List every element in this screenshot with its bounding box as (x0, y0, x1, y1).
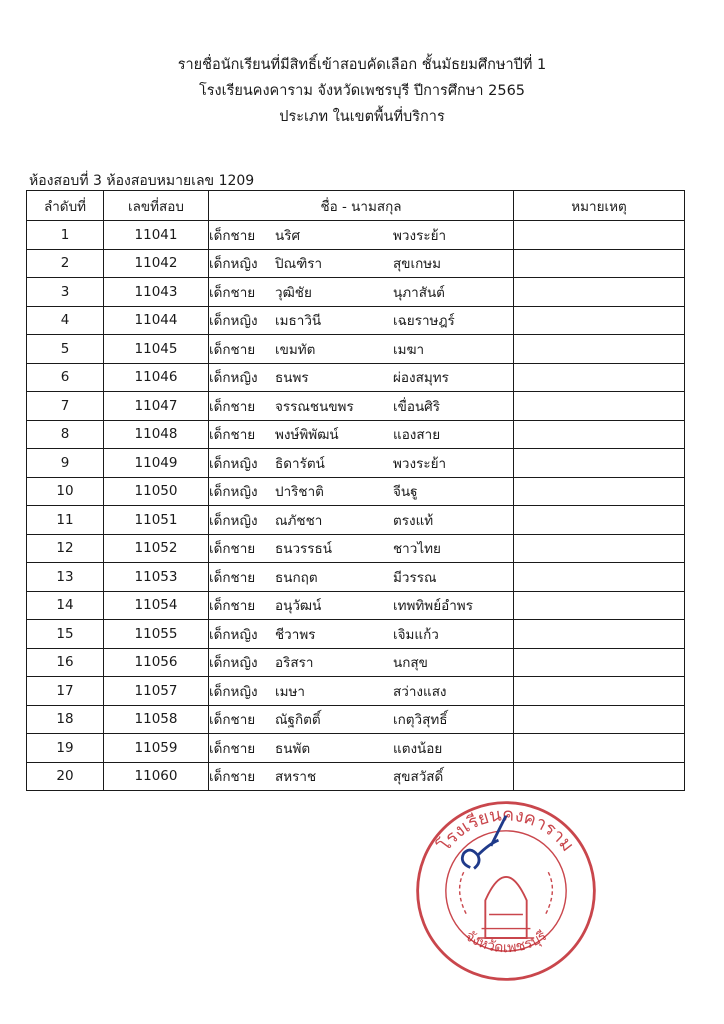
first-name: ปิณฑิรา (275, 256, 323, 273)
first-name: ธนพัต (275, 740, 311, 757)
last-name: สว่างแสง (393, 683, 447, 700)
name-prefix: เด็กชาย (209, 541, 256, 558)
remarks-cell (514, 563, 685, 592)
table-row (27, 734, 685, 763)
remarks-cell (514, 677, 685, 706)
name-prefix: เด็กหญิง (209, 655, 258, 672)
exam-id-cell: 11041 (104, 221, 209, 250)
name-prefix: เด็กชาย (209, 341, 256, 358)
first-name: ปาริชาติ (275, 484, 324, 501)
table-row (27, 249, 685, 278)
last-name: นุภาสันต์ (393, 284, 445, 301)
name-cell (209, 392, 514, 421)
first-name: ธิดารัตน์ (275, 455, 325, 472)
table-row (27, 477, 685, 506)
name-prefix: เด็กหญิง (209, 683, 258, 700)
order-cell: 9 (27, 449, 104, 478)
name-cell (209, 620, 514, 649)
name-prefix: เด็กชาย (209, 569, 256, 586)
last-name: เฉยราษฎร์ (393, 313, 455, 330)
name-cell (209, 306, 514, 335)
name-prefix: เด็กชาย (209, 740, 256, 757)
name-cell (209, 705, 514, 734)
table-header-row (27, 191, 685, 221)
first-name: วุฒิชัย (275, 284, 312, 301)
name-cell (209, 591, 514, 620)
name-cell (209, 335, 514, 364)
exam-id-cell: 11057 (104, 677, 209, 706)
first-name: เมธาวินี (275, 313, 322, 330)
remarks-cell (514, 221, 685, 250)
name-cell (209, 363, 514, 392)
name-cell (209, 249, 514, 278)
exam-id-cell: 11052 (104, 534, 209, 563)
table-row (27, 392, 685, 421)
table-row (27, 449, 685, 478)
remarks-cell (514, 477, 685, 506)
first-name: อริสรา (275, 655, 314, 672)
name-cell (209, 477, 514, 506)
name-prefix: เด็กหญิง (209, 512, 258, 529)
last-name: พวงระย้า (393, 455, 447, 472)
order-cell: 4 (27, 306, 104, 335)
order-cell: 8 (27, 420, 104, 449)
name-prefix: เด็กหญิง (209, 455, 258, 472)
name-prefix: เด็กชาย (209, 284, 256, 301)
first-name: ธนกฤต (275, 569, 318, 586)
name-cell (209, 506, 514, 535)
name-cell (209, 449, 514, 478)
exam-id-cell: 11060 (104, 762, 209, 791)
first-name: พงษ์พิพัฒน์ (275, 427, 339, 444)
last-name: เมฆา (393, 341, 425, 358)
table-row (27, 363, 685, 392)
exam-id-cell: 11051 (104, 506, 209, 535)
order-cell: 13 (27, 563, 104, 592)
remarks-cell (514, 705, 685, 734)
exam-id-cell: 11047 (104, 392, 209, 421)
exam-room-label: ห้องสอบที่ 3 ห้องสอบหมายเลข 1209 (29, 173, 255, 189)
last-name: เจิมแก้ว (393, 626, 439, 643)
last-name: แองสาย (393, 427, 441, 444)
order-cell: 20 (27, 762, 104, 791)
name-prefix: เด็กชาย (209, 598, 256, 615)
first-name: ชีวาพร (275, 626, 316, 643)
order-cell: 15 (27, 620, 104, 649)
order-cell: 7 (27, 392, 104, 421)
remarks-cell (514, 278, 685, 307)
order-cell: 2 (27, 249, 104, 278)
last-name: เทพทิพย์อำพร (393, 598, 473, 615)
table-row (27, 677, 685, 706)
name-prefix: เด็กหญิง (209, 484, 258, 501)
order-cell: 18 (27, 705, 104, 734)
exam-id-cell: 11042 (104, 249, 209, 278)
school-seal-stamp (412, 797, 600, 985)
column-header-remarks: หมายเหตุ (514, 191, 685, 221)
table-row (27, 506, 685, 535)
remarks-cell (514, 420, 685, 449)
table-row (27, 306, 685, 335)
first-name: ณัฐกิตติ์ (275, 712, 321, 729)
exam-id-cell: 11058 (104, 705, 209, 734)
last-name: นกสุข (393, 655, 428, 672)
remarks-cell (514, 306, 685, 335)
remarks-cell (514, 392, 685, 421)
name-cell (209, 278, 514, 307)
order-cell: 14 (27, 591, 104, 620)
order-cell: 5 (27, 335, 104, 364)
last-name: สุขสวัสดิ์ (393, 769, 444, 786)
table-row (27, 278, 685, 307)
table-row (27, 648, 685, 677)
name-prefix: เด็กชาย (209, 398, 256, 415)
remarks-cell (514, 762, 685, 791)
last-name: เกตุวิสุทธิ์ (393, 712, 448, 729)
name-cell (209, 677, 514, 706)
remarks-cell (514, 734, 685, 763)
exam-id-cell: 11044 (104, 306, 209, 335)
table-row (27, 762, 685, 791)
remarks-cell (514, 648, 685, 677)
first-name: ธนวรรธน์ (275, 541, 333, 558)
remarks-cell (514, 591, 685, 620)
first-name: นริศ (275, 227, 301, 244)
stamp-top-text: โรงเรียนคงคาราม (433, 804, 579, 856)
exam-id-cell: 11049 (104, 449, 209, 478)
title-line-1: รายชื่อนักเรียนที่มีสิทธิ์เข้าสอบคัดเลือก ชั้นมัธยมศึกษาปีที่ 1 (177, 57, 547, 73)
stamp-bottom-text: จังหวัดเพชรบุรี (462, 928, 550, 957)
name-cell (209, 734, 514, 763)
order-cell: 3 (27, 278, 104, 307)
last-name: ชาวไทย (393, 541, 441, 558)
remarks-cell (514, 363, 685, 392)
exam-id-cell: 11055 (104, 620, 209, 649)
exam-id-cell: 11054 (104, 591, 209, 620)
table-row (27, 620, 685, 649)
name-prefix: เด็กชาย (209, 427, 256, 444)
order-cell: 12 (27, 534, 104, 563)
name-cell (209, 221, 514, 250)
last-name: แตงน้อย (393, 740, 443, 757)
name-cell (209, 563, 514, 592)
last-name: มีวรรณ (393, 569, 437, 586)
last-name: ผ่องสมุทร (393, 370, 449, 387)
remarks-cell (514, 249, 685, 278)
order-cell: 17 (27, 677, 104, 706)
first-name: สหราช (275, 769, 317, 786)
name-prefix: เด็กหญิง (209, 256, 258, 273)
name-prefix: เด็กชาย (209, 769, 256, 786)
table-row (27, 591, 685, 620)
order-cell: 6 (27, 363, 104, 392)
column-header-exam-id: เลขที่สอบ (104, 191, 209, 221)
document-title-block (0, 52, 724, 130)
order-cell: 19 (27, 734, 104, 763)
remarks-cell (514, 534, 685, 563)
last-name: เขื่อนศิริ (393, 398, 440, 415)
exam-id-cell: 11043 (104, 278, 209, 307)
table-row (27, 563, 685, 592)
exam-id-cell: 11053 (104, 563, 209, 592)
first-name: ธนพร (275, 370, 309, 387)
name-prefix: เด็กหญิง (209, 313, 258, 330)
name-cell (209, 420, 514, 449)
exam-id-cell: 11046 (104, 363, 209, 392)
first-name: อนุวัฒน์ (275, 598, 322, 615)
column-header-order: ลำดับที่ (27, 191, 104, 221)
order-cell: 1 (27, 221, 104, 250)
table-row (27, 420, 685, 449)
last-name: พวงระย้า (393, 227, 447, 244)
first-name: ณภัชชา (275, 512, 323, 529)
exam-id-cell: 11056 (104, 648, 209, 677)
name-prefix: เด็กหญิง (209, 370, 258, 387)
student-roster-table (26, 190, 685, 791)
first-name: เมษา (275, 683, 305, 700)
name-cell (209, 534, 514, 563)
table-row (27, 705, 685, 734)
first-name: จรรณชนขพร (275, 398, 354, 415)
table-row (27, 221, 685, 250)
last-name: จีนฐู (393, 484, 418, 501)
remarks-cell (514, 506, 685, 535)
name-prefix: เด็กชาย (209, 712, 256, 729)
remarks-cell (514, 620, 685, 649)
name-cell (209, 762, 514, 791)
exam-id-cell: 11059 (104, 734, 209, 763)
last-name: ตรงแท้ (393, 512, 434, 529)
exam-id-cell: 11045 (104, 335, 209, 364)
table-row (27, 335, 685, 364)
exam-id-cell: 11050 (104, 477, 209, 506)
remarks-cell (514, 449, 685, 478)
order-cell: 11 (27, 506, 104, 535)
name-cell (209, 648, 514, 677)
title-line-3: ประเภท ในเขตพื้นที่บริการ (279, 109, 445, 125)
column-header-name: ชื่อ - นามสกุล (209, 191, 514, 221)
first-name: เขมทัต (275, 341, 316, 358)
exam-id-cell: 11048 (104, 420, 209, 449)
table-row (27, 534, 685, 563)
remarks-cell (514, 335, 685, 364)
order-cell: 16 (27, 648, 104, 677)
name-prefix: เด็กชาย (209, 227, 256, 244)
title-line-2: โรงเรียนคงคาราม จังหวัดเพชรบุรี ปีการศึกษา 2565 (198, 83, 526, 99)
order-cell: 10 (27, 477, 104, 506)
last-name: สุขเกษม (393, 256, 442, 273)
name-prefix: เด็กหญิง (209, 626, 258, 643)
